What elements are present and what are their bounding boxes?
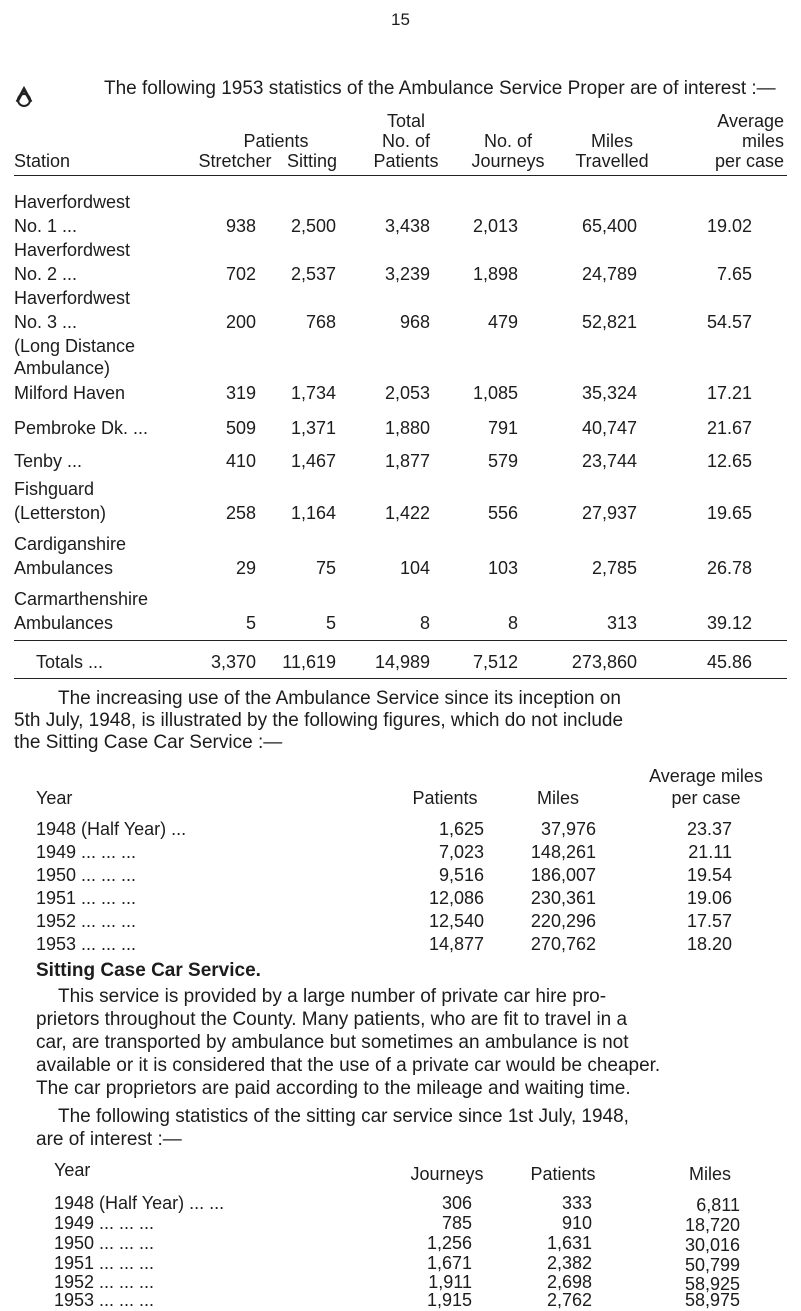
stretcher-cell: 319 xyxy=(225,383,256,403)
avg-cell: 18.20 xyxy=(686,934,732,954)
total-header-3: Patients xyxy=(373,151,439,171)
header-rule xyxy=(14,175,787,176)
journeys-cell: 785 xyxy=(441,1213,472,1233)
year-cell: 1953 ... ... ... xyxy=(54,1290,155,1310)
sitting-header: Sitting xyxy=(286,151,338,171)
patients-cell: 2,698 xyxy=(546,1272,592,1292)
miles-cell: 30,016 xyxy=(684,1235,740,1255)
station-name: (Letterston) xyxy=(14,503,107,523)
journeys-cell: 579 xyxy=(487,451,518,471)
stretcher-cell: 410 xyxy=(225,451,256,471)
total-cell: 1,880 xyxy=(384,418,430,438)
total-sitting: 11,619 xyxy=(282,652,336,672)
journeys-cell: 791 xyxy=(487,418,518,438)
journeys-header-1: No. of xyxy=(483,131,533,151)
station-name: No. 1 ... xyxy=(14,216,78,236)
total-cell: 3,239 xyxy=(384,264,430,284)
total-cell: 3,438 xyxy=(384,216,430,236)
miles-cell: 24,789 xyxy=(581,264,637,284)
miles-cell: 52,821 xyxy=(581,312,637,332)
miles-header: Miles xyxy=(688,1164,731,1184)
sitting-cell: 768 xyxy=(305,312,336,332)
stretcher-cell: 5 xyxy=(245,613,256,633)
miles-cell: 270,762 xyxy=(530,934,596,954)
journeys-cell: 1,915 xyxy=(426,1290,472,1310)
sitting-cell: 2,537 xyxy=(290,264,336,284)
miles-cell: 2,785 xyxy=(591,558,637,578)
journeys-cell: 1,085 xyxy=(472,383,518,403)
journeys-header: Journeys xyxy=(410,1164,484,1184)
avg-cell: 19.06 xyxy=(686,888,732,908)
stretcher-cell: 702 xyxy=(225,264,256,284)
avg-cell: 39.12 xyxy=(706,613,752,633)
stretcher-cell: 200 xyxy=(225,312,256,332)
miles-cell: 313 xyxy=(606,613,637,633)
journeys-cell: 103 xyxy=(487,558,518,578)
miles-cell: 18,720 xyxy=(684,1215,740,1235)
avg-cell: 21.11 xyxy=(688,842,732,862)
patients-cell: 7,023 xyxy=(438,842,484,862)
year-cell: 1950 ... ... ... xyxy=(36,865,137,885)
miles-cell: 58,975 xyxy=(684,1290,740,1310)
journeys-cell: 556 xyxy=(487,503,518,523)
sitting-cell: 1,467 xyxy=(290,451,336,471)
station-name: No. 2 ... xyxy=(14,264,78,284)
miles-header-2: Travelled xyxy=(575,151,649,171)
journeys-header-2: Journeys xyxy=(471,151,545,171)
miles-cell: 65,400 xyxy=(581,216,637,236)
station-name: No. 3 ... xyxy=(14,312,78,332)
year-cell: 1948 (Half Year) ... ... xyxy=(54,1193,225,1213)
year-cell: 1949 ... ... ... xyxy=(36,842,137,862)
avg-cell: 54.57 xyxy=(706,312,752,332)
station-name: Pembroke Dk. ... xyxy=(14,418,149,438)
total-patients: 14,989 xyxy=(374,652,430,672)
journeys-cell: 1,911 xyxy=(428,1272,472,1292)
year-cell: 1949 ... ... ... xyxy=(54,1213,155,1233)
avg-cell: 23.37 xyxy=(686,819,732,839)
patients-header: Patients xyxy=(530,1164,596,1184)
station-name: (Long Distance xyxy=(14,336,136,356)
paragraph-line: prietors throughout the County. Many patients, who are fit to travel in a xyxy=(36,1009,628,1030)
patients-cell: 2,762 xyxy=(546,1290,592,1310)
year-header: Year xyxy=(36,788,73,808)
year-header: Year xyxy=(54,1160,91,1180)
totals-label: Totals ... xyxy=(36,652,104,672)
avg-cell: 17.57 xyxy=(686,911,732,931)
patients-cell: 12,540 xyxy=(428,911,484,931)
station-name: Carmarthenshire xyxy=(14,589,149,609)
paragraph-line: car, are transported by ambulance but sometimes an ambulance is not xyxy=(36,1032,629,1053)
station-name: Ambulances xyxy=(14,558,114,578)
total-cell: 1,422 xyxy=(384,503,430,523)
stretcher-cell: 938 xyxy=(225,216,256,236)
sitting-cell: 1,734 xyxy=(290,383,336,403)
year-cell: 1952 ... ... ... xyxy=(36,911,137,931)
journeys-cell: 8 xyxy=(507,613,518,633)
miles-header-1: Miles xyxy=(590,131,633,151)
station-name: Fishguard xyxy=(14,479,95,499)
intro-text: The following 1953 statistics of the Ambulance Service Proper are of interest :— xyxy=(104,78,776,99)
journeys-cell: 1,898 xyxy=(472,264,518,284)
journeys-cell: 1,671 xyxy=(426,1253,472,1273)
miles-header: Miles xyxy=(536,788,579,808)
journeys-cell: 479 xyxy=(487,312,518,332)
miles-cell: 220,296 xyxy=(530,911,596,931)
total-header-1: Total xyxy=(386,111,426,131)
patients-header: Patients xyxy=(243,131,309,151)
miles-cell: 40,747 xyxy=(581,418,637,438)
stretcher-cell: 509 xyxy=(225,418,256,438)
avg-cell: 19.54 xyxy=(686,865,732,885)
station-name: Milford Haven xyxy=(14,383,126,403)
avg-cell: 12.65 xyxy=(706,451,752,471)
avg-header-1: Average miles xyxy=(649,766,763,786)
avg-header-2: per case xyxy=(671,788,741,808)
total-cell: 1,877 xyxy=(384,451,430,471)
station-header: Station xyxy=(14,151,71,171)
miles-cell: 186,007 xyxy=(530,865,596,885)
year-cell: 1951 ... ... ... xyxy=(54,1253,155,1273)
stretcher-cell: 258 xyxy=(225,503,256,523)
page-number: 15 xyxy=(391,10,410,29)
journeys-cell: 1,256 xyxy=(426,1233,472,1253)
total-avg: 45.86 xyxy=(706,652,752,672)
paragraph-line: The car proprietors are paid according to the mileage and waiting time. xyxy=(36,1078,631,1099)
punch-hole-mark xyxy=(14,86,34,108)
avg-cell: 7.65 xyxy=(716,264,752,284)
total-journeys: 7,512 xyxy=(472,652,518,672)
patients-cell: 9,516 xyxy=(438,865,484,885)
year-cell: 1951 ... ... ... xyxy=(36,888,137,908)
avg-header-3: per case xyxy=(714,151,784,171)
patients-header: Patients xyxy=(412,788,478,808)
year-cell: 1953 ... ... ... xyxy=(36,934,137,954)
paragraph-line: This service is provided by a large number of private car hire pro- xyxy=(58,986,607,1007)
patients-cell: 333 xyxy=(561,1193,592,1213)
total-cell: 8 xyxy=(419,613,430,633)
total-stretcher: 3,370 xyxy=(210,652,256,672)
year-cell: 1948 (Half Year) ... xyxy=(36,819,187,839)
total-cell: 104 xyxy=(399,558,430,578)
miles-cell: 148,261 xyxy=(530,842,596,862)
paragraph-line: The increasing use of the Ambulance Service since its inception on xyxy=(58,688,621,709)
station-name: Ambulances xyxy=(14,613,114,633)
miles-cell: 230,361 xyxy=(530,888,596,908)
total-miles: 273,860 xyxy=(571,652,637,672)
avg-header-1: Average xyxy=(717,111,784,131)
station-name: Haverfordwest xyxy=(14,288,131,308)
paragraph-line: the Sitting Case Car Service :— xyxy=(14,732,283,753)
total-cell: 968 xyxy=(399,312,430,332)
avg-cell: 19.65 xyxy=(706,503,752,523)
sitting-cell: 1,371 xyxy=(290,418,336,438)
miles-cell: 37,976 xyxy=(540,819,596,839)
total-cell: 2,053 xyxy=(384,383,430,403)
miles-cell: 35,324 xyxy=(581,383,637,403)
avg-cell: 17.21 xyxy=(706,383,752,403)
patients-cell: 14,877 xyxy=(428,934,484,954)
paragraph-line: are of interest :— xyxy=(36,1129,182,1150)
journeys-cell: 2,013 xyxy=(472,216,518,236)
year-cell: 1952 ... ... ... xyxy=(54,1272,155,1292)
section-heading: Sitting Case Car Service. xyxy=(36,960,261,981)
year-cell: 1950 ... ... ... xyxy=(54,1233,155,1253)
miles-cell: 27,937 xyxy=(581,503,637,523)
station-name: Haverfordwest xyxy=(14,240,131,260)
patients-cell: 2,382 xyxy=(546,1253,592,1273)
sitting-cell: 5 xyxy=(325,613,336,633)
paragraph-line: 5th July, 1948, is illustrated by the following figures, which do not include xyxy=(14,710,624,731)
patients-cell: 1,631 xyxy=(546,1233,592,1253)
station-name: Ambulance) xyxy=(14,358,111,378)
total-header-2: No. of xyxy=(381,131,431,151)
sitting-cell: 75 xyxy=(315,558,336,578)
journeys-cell: 306 xyxy=(441,1193,472,1213)
miles-cell: 6,811 xyxy=(696,1195,740,1215)
sitting-cell: 1,164 xyxy=(290,503,336,523)
avg-header-2: miles xyxy=(741,131,784,151)
avg-cell: 21.67 xyxy=(706,418,752,438)
miles-cell: 58,925 xyxy=(684,1274,740,1294)
paragraph-line: The following statistics of the sitting car service since 1st July, 1948, xyxy=(58,1106,629,1127)
patients-cell: 910 xyxy=(561,1213,592,1233)
avg-cell: 26.78 xyxy=(706,558,752,578)
totals-rule-bottom xyxy=(14,678,787,679)
patients-cell: 1,625 xyxy=(438,819,484,839)
paragraph-line: available or it is considered that the use of a private car would be cheaper. xyxy=(36,1055,661,1076)
station-name: Cardiganshire xyxy=(14,534,127,554)
sitting-cell: 2,500 xyxy=(290,216,336,236)
totals-rule-top xyxy=(14,640,787,641)
station-name: Tenby ... xyxy=(14,451,83,471)
station-name: Haverfordwest xyxy=(14,192,131,212)
stretcher-cell: 29 xyxy=(235,558,256,578)
miles-cell: 50,799 xyxy=(684,1255,740,1275)
avg-cell: 19.02 xyxy=(706,216,752,236)
stretcher-header: Stretcher xyxy=(198,151,272,171)
miles-cell: 23,744 xyxy=(581,451,637,471)
patients-cell: 12,086 xyxy=(428,888,484,908)
